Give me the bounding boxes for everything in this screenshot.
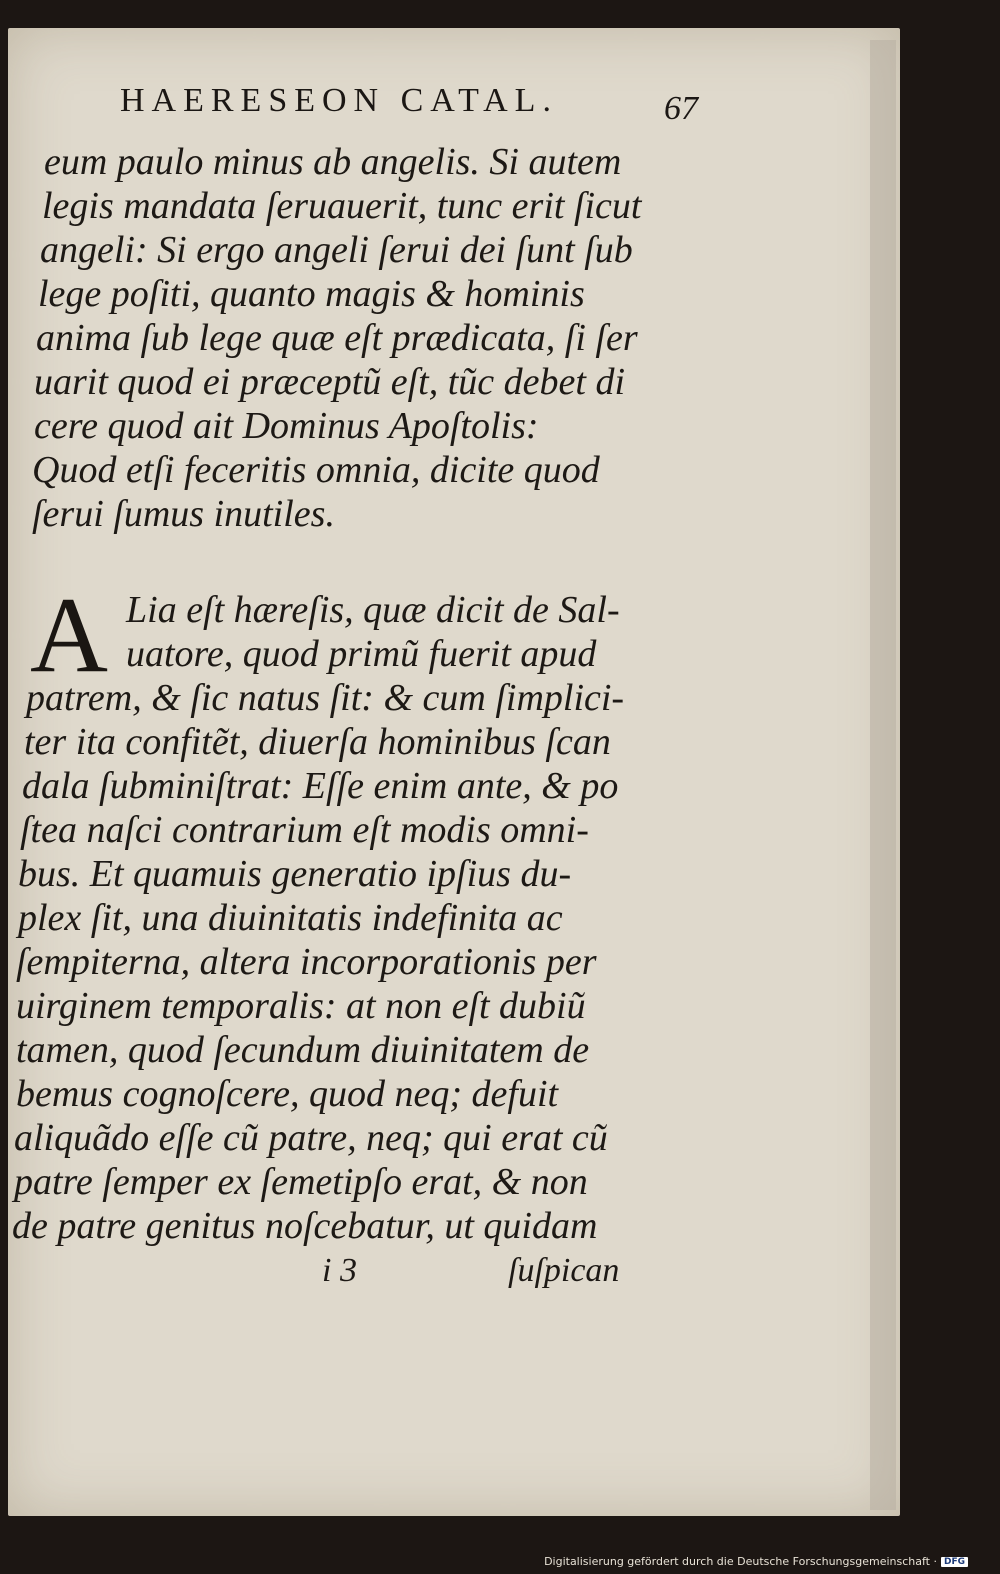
text-line: uirginem temporalis: at non eſt dubiũ xyxy=(16,985,586,1027)
text-line: patrem, & ſic natus ſit: & cum ſimplici- xyxy=(26,677,625,719)
text-line: angeli: Si ergo angeli ſerui dei ſunt ſub xyxy=(40,229,633,271)
digitization-credit xyxy=(544,1555,968,1568)
text-line: patre ſemper ex ſemetipſo erat, & non xyxy=(14,1161,588,1203)
text-line: lege poſiti, quanto magis & hominis xyxy=(38,273,585,315)
page-spine-edge xyxy=(870,40,896,1510)
catchword: ſuſpican xyxy=(508,1252,620,1289)
drop-cap-initial: A xyxy=(30,576,108,695)
text-line: ter ita confitẽt, diuerſa hominibus ſcan xyxy=(24,721,611,763)
running-title: HAERESEON CATAL. xyxy=(120,82,558,119)
signature-mark: i 3 xyxy=(322,1252,357,1289)
text-line: uarit quod ei præceptũ eſt, tũc debet di xyxy=(34,361,626,403)
text-line: dala ſubminiſtrat: Eſſe enim ante, & po xyxy=(22,765,619,807)
text-line: ſempiterna, altera incorporationis per xyxy=(16,941,597,983)
text-line: eum paulo minus ab angelis. Si autem xyxy=(44,141,622,183)
text-line: Lia eſt hæreſis, quæ dicit de Sal- xyxy=(126,589,620,631)
text-line: legis mandata ſeruauerit, tunc erit ſicut xyxy=(42,185,642,227)
text-line: tamen, quod ſecundum diuinitatem de xyxy=(16,1029,590,1071)
text-line: ſtea naſci contrarium eſt modis omni- xyxy=(20,809,589,851)
text-line: Quod etſi feceritis omnia, dicite quod xyxy=(32,449,600,491)
text-line: anima ſub lege quæ eſt prædicata, ſi ſer xyxy=(36,317,638,359)
text-line: cere quod ait Dominus Apoſtolis: xyxy=(34,405,539,447)
text-line: de patre genitus noſcebatur, ut quidam xyxy=(12,1205,598,1247)
text-line: plex ſit, una diuinitatis indefinita ac xyxy=(18,897,563,939)
text-line: bus. Et quamuis generatio ipſius du- xyxy=(18,853,572,895)
text-line: bemus cognoſcere, quod neq; defuit xyxy=(16,1073,559,1115)
page-number: 67 xyxy=(664,90,698,127)
dfg-logo: DFG xyxy=(941,1557,968,1567)
text-line: ſerui ſumus inutiles. xyxy=(32,493,335,535)
text-line: aliquãdo eſſe cũ patre, neq; qui erat cũ xyxy=(14,1117,608,1159)
text-line: uatore, quod primũ fuerit apud xyxy=(126,633,597,675)
credit-text: Digitalisierung gefördert durch die Deutsche Forschungsgemeinschaft · xyxy=(544,1555,937,1568)
